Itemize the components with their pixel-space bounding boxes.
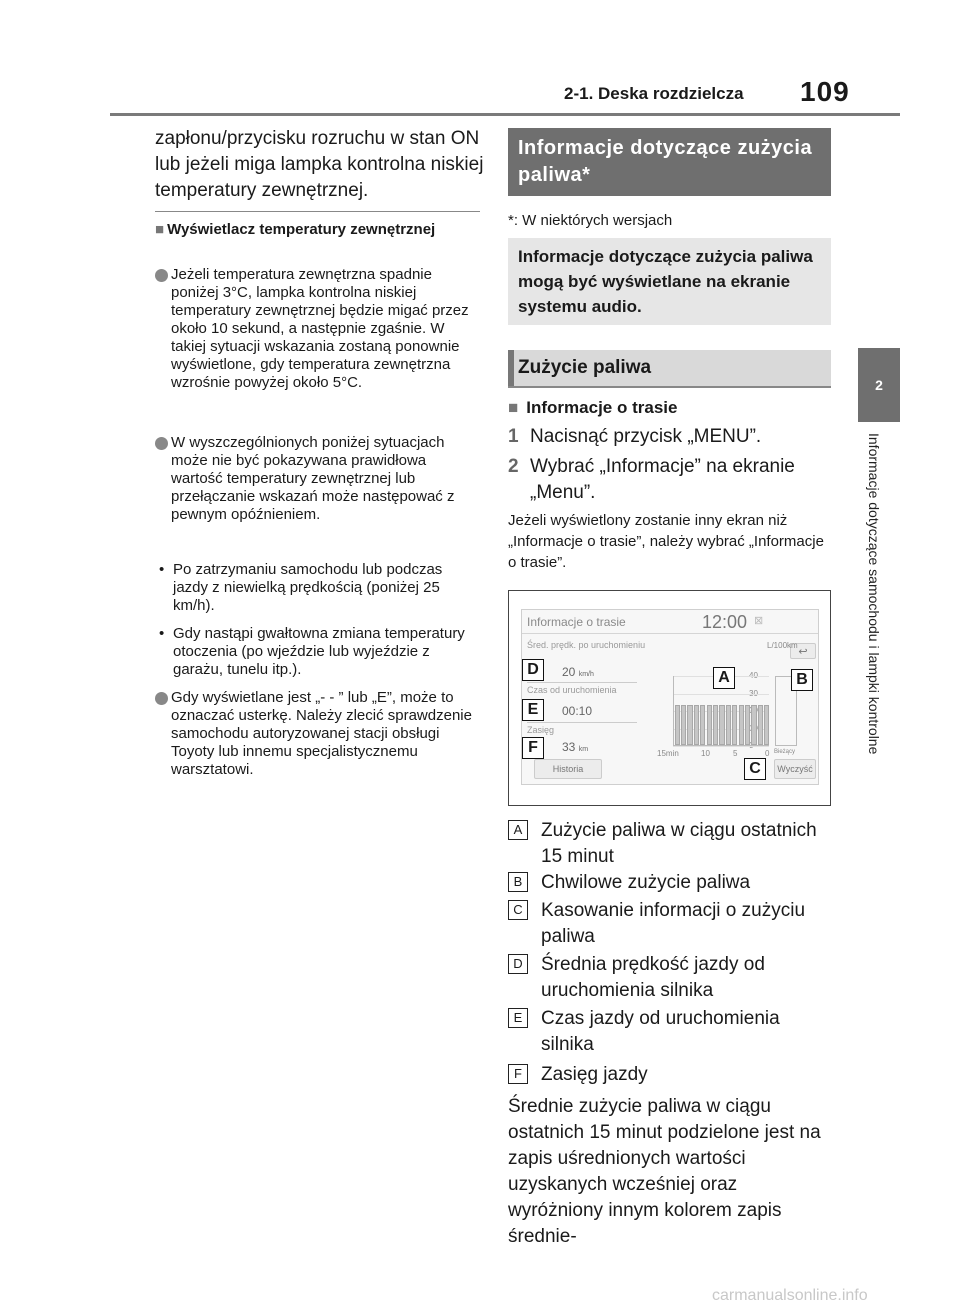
grid-line xyxy=(673,746,769,747)
legend-text: Zużycie paliwa w ciągu ostatnich 15 minut xyxy=(541,820,817,867)
step-2 xyxy=(508,454,831,506)
callout-e: E xyxy=(522,699,544,721)
screen-title: Informacje o trasie xyxy=(527,615,626,629)
bullet-item xyxy=(155,689,480,779)
dot-marker-icon: • xyxy=(159,625,165,642)
fuel-bar xyxy=(726,705,731,745)
fuel-bar xyxy=(764,705,769,745)
x-tick-label: 10 xyxy=(701,749,710,758)
circle-bullet-icon xyxy=(155,269,168,282)
audio-screen xyxy=(521,609,819,785)
section-divider xyxy=(155,211,480,212)
drive-time-value: 00:10 xyxy=(562,704,593,718)
fuel-bar xyxy=(719,705,724,745)
legend-text: Zasięg jazdy xyxy=(541,1064,648,1085)
fuel-bar xyxy=(751,705,756,745)
fuel-bar xyxy=(675,705,680,745)
bullet-text: W wyszczególnionych poniżej sytuacjach może nie być pokazywana prawidłowa wartość temperatury zewnętrznej lub przełączanie wskazań może następować z pewnym opóźnieniem. xyxy=(171,434,455,523)
dot-marker-icon: • xyxy=(159,561,165,578)
circle-bullet-icon xyxy=(155,692,168,705)
screen-divider xyxy=(522,633,819,634)
step-text: Nacisnąć przycisk „MENU”. xyxy=(530,426,762,447)
fuel-bar xyxy=(758,705,763,745)
outside-temp-heading-text: Wyświetlacz temperatury zewnętrznej xyxy=(167,221,436,238)
x-tick-label: 0 xyxy=(765,749,770,758)
sub-bullet-text: Gdy nastąpi gwałtowna zmiana temperatury otoczenia (po wjeździe lub wyjeździe z garażu, tunelu itp.). xyxy=(173,625,465,678)
callout-d: D xyxy=(522,659,544,681)
square-bullet-icon: ■ xyxy=(155,221,165,238)
step-number: 2 xyxy=(508,456,519,477)
x-tick-label: 5 xyxy=(733,749,738,758)
legend-text: Kasowanie informacji o zużyciu paliwa xyxy=(541,900,806,947)
trip-info-heading-text: Informacje o trasie xyxy=(526,398,678,417)
legend-badge: C xyxy=(508,900,528,920)
legend-badge: A xyxy=(508,820,528,840)
info-box: Informacje dotyczące zużycia paliwa mogą być wyświetlane na ekranie systemu audio. xyxy=(508,238,831,325)
sub-bullet-item xyxy=(155,625,480,679)
closing-paragraph: Średnie zużycie paliwa w ciągu ostatnich 15 minut podzielone jest na zapis uśrednionych wartości uzyskanych wcześniej oraz wyróżniony innym kolorem zapis średnie- xyxy=(508,1096,821,1247)
outside-temp-heading xyxy=(155,221,480,239)
legend-item-b xyxy=(508,870,831,896)
chapter-tab xyxy=(858,348,900,422)
bullet-item xyxy=(155,434,480,524)
callout-b: B xyxy=(791,669,813,691)
legend-badge: E xyxy=(508,1008,528,1028)
instant-label: Bieżący xyxy=(774,749,796,755)
legend-text: Czas jazdy od uruchomienia silnika xyxy=(541,1008,780,1055)
legend-text: Chwilowe zużycie paliwa xyxy=(541,872,751,893)
fuel-bar xyxy=(739,705,744,745)
range-unit: km xyxy=(578,746,589,753)
fuel-consumption-subsection: Zużycie paliwa xyxy=(508,350,831,388)
legend-text: Średnia prędkość jazdy od uruchomienia silnika xyxy=(541,954,765,1001)
signal-icon: ⊠ xyxy=(754,615,764,627)
fuel-bar xyxy=(694,705,699,745)
clear-button[interactable]: Wyczyść xyxy=(774,759,816,779)
avg-speed-value xyxy=(562,665,594,679)
legend-badge: B xyxy=(508,872,528,892)
row-divider xyxy=(527,722,637,723)
callout-c: C xyxy=(744,758,766,780)
callout-a: A xyxy=(713,667,735,689)
chapter-title: Informacje dotyczące samochodu i lampki kontrolne xyxy=(866,433,882,755)
unit-label: L/100km xyxy=(767,641,798,650)
circle-bullet-icon xyxy=(155,437,168,450)
trip-info-heading xyxy=(508,398,677,418)
back-arrow-icon[interactable]: ↩ xyxy=(790,643,816,659)
sub-bullet-text: Po zatrzymaniu samochodu lub podczas jazdy z niewielką prędkością (poniżej 25 km/h). xyxy=(173,561,443,614)
range-value xyxy=(562,740,588,754)
avg-speed-unit: km/h xyxy=(578,671,594,678)
fuel-bar xyxy=(713,705,718,745)
bullet-text: Gdy wyświetlane jest „- - ” lub „E”, może to oznaczać usterkę. Należy zlecić sprawdzenie samochodu autoryzowanej stacji obsługi Toyoty lub innemu specjalistycznemu warsztatowi. xyxy=(171,689,472,778)
step-text: Wybrać „Informacje” na ekranie „Menu”. xyxy=(530,456,795,503)
square-bullet-icon: ■ xyxy=(508,398,519,417)
range-label: Zasięg xyxy=(527,725,555,735)
note-paragraph: Jeżeli wyświetlony zostanie inny ekran niż „Informacje o trasie”, należy wybrać „Informacje o trasie”. xyxy=(508,512,824,571)
sub-bullet-item xyxy=(155,561,480,615)
fuel-bar xyxy=(687,705,692,745)
legend-item-f xyxy=(508,1062,831,1088)
header-divider xyxy=(110,113,900,116)
fuel-bar xyxy=(700,705,705,745)
watermark: carmanualsonline.info xyxy=(712,1287,868,1304)
legend-badge: F xyxy=(508,1064,528,1084)
bullet-item xyxy=(155,266,480,392)
history-button[interactable]: Historia xyxy=(534,759,602,779)
bullet-text: Jeżeli temperatura zewnętrzna spadnie poniżej 3°C, lampka kontrolna niskiej temperatury zewnętrznej będzie migać przez około 10 sekund, a następnie zgaśnie. W takiej sytuacji wskazania zostaną ponownie wyświetlone, gdy temperatura zewnętrzna wzrośnie powyżej około 5°C. xyxy=(171,266,469,391)
range-number: 33 xyxy=(562,740,576,754)
fuel-bar xyxy=(732,705,737,745)
fuel-bar xyxy=(681,705,686,745)
step-1 xyxy=(508,424,831,450)
trip-info-figure xyxy=(508,590,831,806)
fuel-bar xyxy=(707,705,712,745)
chapter-number: 2 xyxy=(875,377,883,393)
page-number: 109 xyxy=(800,76,850,107)
row-divider xyxy=(527,682,637,683)
legend-badge: D xyxy=(508,954,528,974)
fuel-bar xyxy=(745,705,750,745)
section-title: 2-1. Deska rozdzielcza xyxy=(564,84,744,103)
footnote: *: W niektórych wersjach xyxy=(508,212,673,229)
x-tick-label: 15min xyxy=(657,749,679,758)
avg-speed-number: 20 xyxy=(562,665,576,679)
legend-item-e xyxy=(508,1006,831,1058)
step-number: 1 xyxy=(508,426,519,447)
fuel-info-section-title: Informacje dotyczące zużycia paliwa* xyxy=(508,128,831,196)
legend-item-a xyxy=(508,818,831,870)
screen-clock: 12:00 xyxy=(702,612,748,632)
avg-speed-label: Śred. prędk. po uruchomieniu xyxy=(527,640,646,650)
legend-item-c xyxy=(508,898,831,950)
callout-f: F xyxy=(522,737,544,759)
drive-time-label: Czas od uruchomienia xyxy=(527,685,617,695)
legend-item-d xyxy=(508,952,831,1004)
intro-paragraph: zapłonu/przycisku rozruchu w stan ON lub jeżeli miga lampka kontrolna niskiej temperatury zewnętrznej. xyxy=(155,128,484,201)
